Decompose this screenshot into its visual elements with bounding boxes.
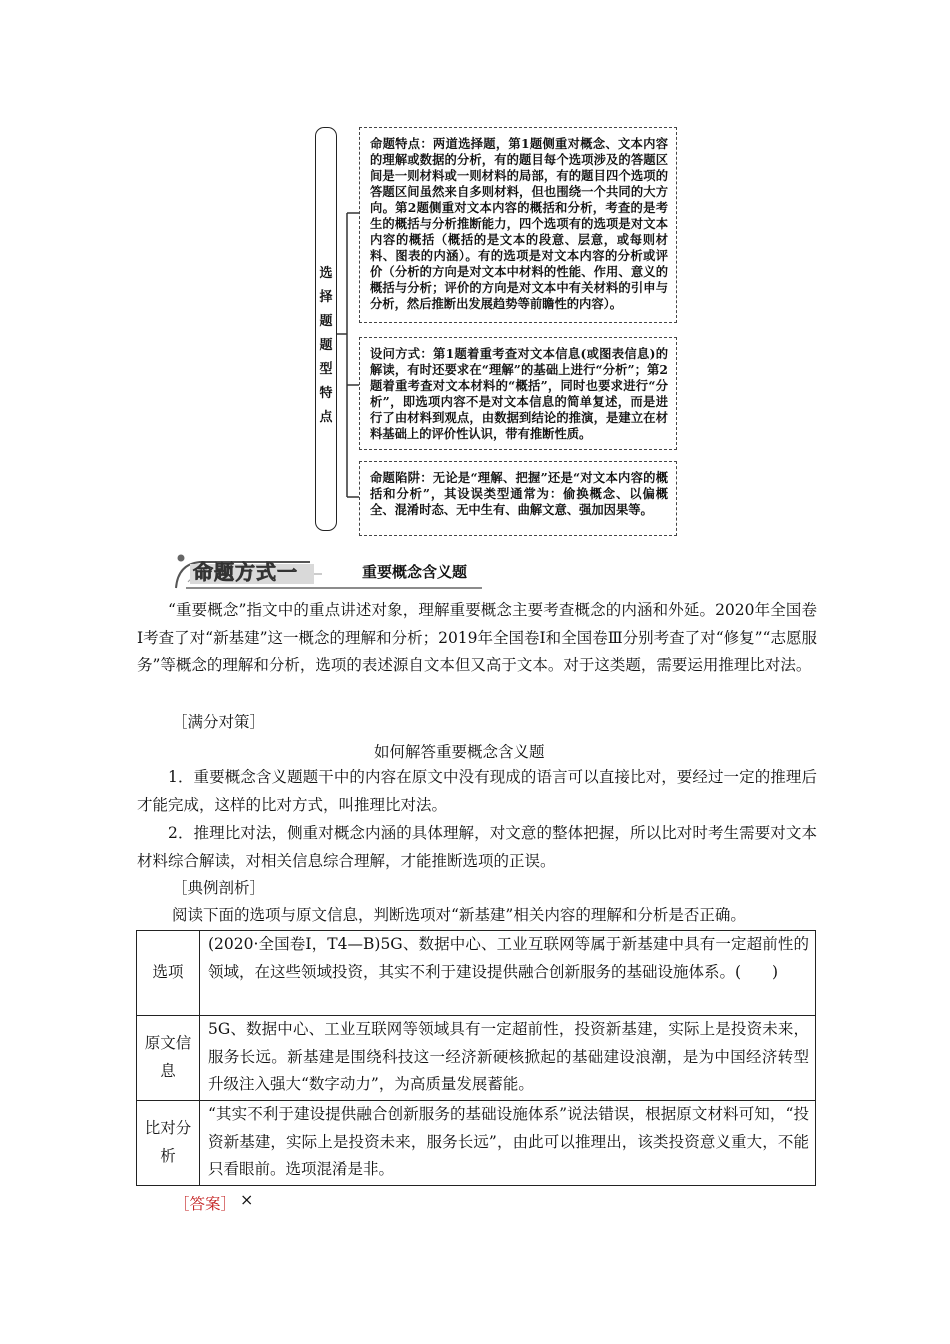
diagram-box-features: 命题特点：两道选择题，第1题侧重对概念、文本内容的理解或数据的分析，有的题目每个选项涉及的答题区间是一则材料或一则材料的局部，有的题目四个选项的答题区间虽然来自多则材料，但也围绕一个共同的大方向。第2题侧重对文本内容的概括和分析，考查的是考生的概括与分析推断能力，四个选项有的选项是对文本内容的概括（概括的是文本的段意、层意，或每则材料、图表的内涵）。有的选项是对文本内容的分析或评价（分析的方向是对文本中材料的性能、作用、意义的概括与分析；评价的方向是对文本中有关材料的引申与分析，然后推断出发展趋势等前瞻性的内容）。 bbox=[359, 127, 677, 323]
strategy-heading: ［满分对策］ bbox=[172, 713, 266, 731]
example-prompt: 阅读下面的选项与原文信息，判断选项对“新基建”相关内容的理解和分析是否正确。 bbox=[172, 906, 746, 924]
section-title: 重要概念含义题 bbox=[362, 563, 468, 581]
diagram-root-label: 选 择 题 题 型 特 点 bbox=[319, 266, 333, 425]
diagram-box-question-style: 设问方式：第1题着重考查对文本信息(或图表信息)的解读，有时还要求在“理解”的基础上进行“分析”；第2题着重考查对文本材料的“概括”，同时也要求进行“分析”，即选项内容不是对文本信息的简单复述，而是进行了由材料到观点，由数据到结论的推演，是建立在材料基础上的评价性认识，带有推断性质。 bbox=[359, 337, 677, 450]
row-header-analysis: 比对分析 bbox=[137, 1101, 200, 1186]
intro-paragraph: “重要概念”指文中的重点讲述对象，理解重要概念主要考查概念的内涵和外延。2020年全国卷Ⅰ考查了对“新基建”这一概念的理解和分析；2019年全国卷Ⅰ和全国卷Ⅲ分别考查了对“修复”“志愿服务”等概念的理解和分析，选项的表述源自文本但又高于文本。对于这类题，需要运用推理比对法。 bbox=[137, 601, 817, 675]
table-row bbox=[137, 1016, 816, 1101]
section-label: 命题方式一 bbox=[193, 560, 298, 584]
example-table bbox=[136, 930, 816, 1186]
row-header-option: 选项 bbox=[137, 931, 200, 1016]
table-row bbox=[137, 1101, 816, 1186]
row-content-option: (2020·全国卷Ⅰ，T4—B)5G、数据中心、工业互联网等属于新基建中具有一定超前性的领域，在这些领域投资，其实不利于建设提供融合创新服务的基础设施体系。( ) bbox=[200, 931, 816, 1016]
table-row bbox=[137, 931, 816, 1016]
strategy-point-2: 2．推理比对法，侧重对概念内涵的具体理解，对文意的整体把握，所以比对时考生需要对文本材料综合解读，对相关信息综合理解，才能推断选项的正误。 bbox=[137, 824, 817, 870]
diagram-box-traps: 命题陷阱：无论是“理解、把握”还是“对文本内容的概括和分析”，其设误类型通常为：偷换概念、以偏概全、混淆时态、无中生有、曲解文意、强加因果等。 bbox=[359, 461, 677, 536]
strategy-point-1: 1．重要概念含义题题干中的内容在原文中没有现成的语言可以直接比对，要经过一定的推理后才能完成，这样的比对方式，叫推理比对法。 bbox=[137, 768, 817, 814]
diagram-connectors bbox=[335, 127, 361, 537]
strategy-subheading: 如何解答重要概念含义题 bbox=[374, 743, 545, 761]
answer-value: × bbox=[240, 1190, 254, 1209]
row-header-source: 原文信息 bbox=[137, 1016, 200, 1101]
row-content-source: 5G、数据中心、工业互联网等领域具有一定超前性，投资新基建，实际上是投资未来，服务长远。新基建是围绕科技这一经济新硬核掀起的基础建设浪潮，是为中国经济转型升级注入强大“数字动力”，为高质量发展蓄能。 bbox=[200, 1016, 816, 1101]
example-heading: ［典例剖析］ bbox=[172, 879, 266, 897]
answer-label: ［答案］ bbox=[174, 1195, 237, 1213]
row-content-analysis: “其实不利于建设提供融合创新服务的基础设施体系”说法错误，根据原文材料可知，“投资新基建，实际上是投资未来，服务长远”，由此可以推理出，该类投资意义重大，不能只看眼前。选项混淆是非。 bbox=[200, 1101, 816, 1186]
